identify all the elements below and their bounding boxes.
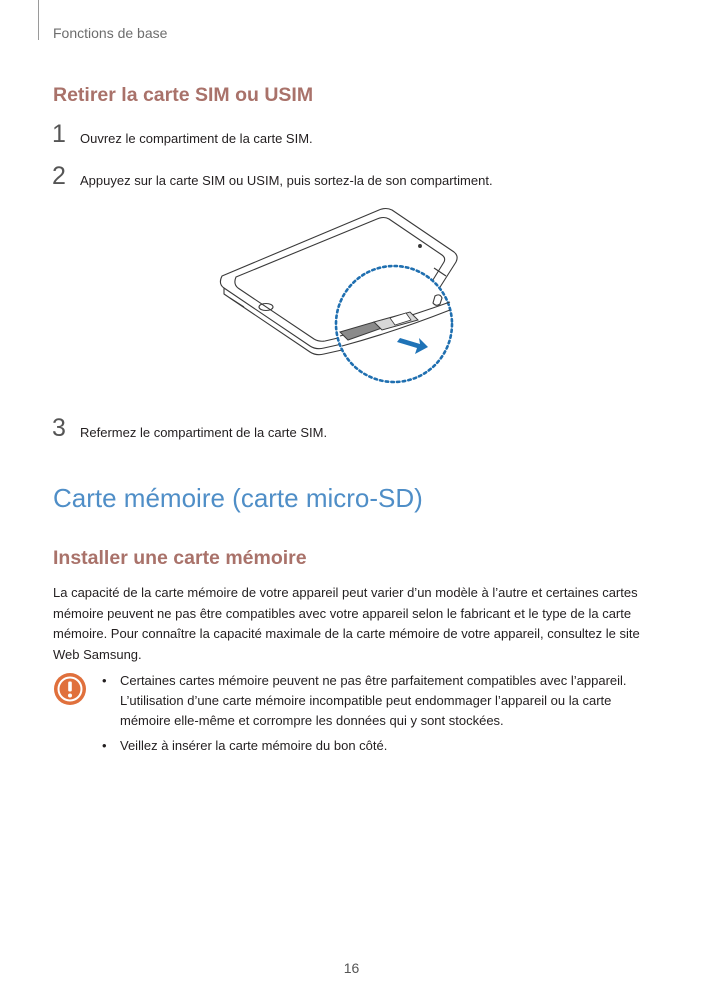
caution-item bbox=[102, 671, 650, 731]
step-number: 3 bbox=[52, 414, 66, 442]
sim-removal-illustration bbox=[214, 204, 466, 392]
step-text: Ouvrez le compartiment de la carte SIM. bbox=[80, 131, 313, 146]
bullet-glyph: • bbox=[102, 673, 107, 688]
step-text: Refermez le compartiment de la carte SIM. bbox=[80, 425, 328, 440]
running-header: Fonctions de base bbox=[53, 25, 168, 41]
caution-text: Veillez à insérer la carte mémoire du bon côté. bbox=[120, 738, 388, 753]
magnified-view bbox=[336, 266, 452, 382]
caution-list bbox=[102, 671, 650, 761]
step-number: 2 bbox=[52, 162, 66, 190]
step-1 bbox=[52, 122, 313, 147]
sim-removal-heading: Retirer la carte SIM ou USIM bbox=[53, 84, 314, 106]
step-2 bbox=[52, 164, 493, 189]
caution-item bbox=[102, 736, 650, 756]
memory-card-chapter-title: Carte mémoire (carte micro-SD) bbox=[53, 483, 423, 513]
step-number: 1 bbox=[52, 120, 66, 148]
install-memory-card-heading: Installer une carte mémoire bbox=[53, 547, 307, 569]
step-3 bbox=[52, 416, 327, 441]
bullet-glyph: • bbox=[102, 738, 107, 753]
caution-text: Certaines cartes mémoire peuvent ne pas être parfaitement compatibles avec l’appareil. L’utilisation d’une carte mémoire incompatible peut endommager l’appareil ou la carte mémoire elle-même et corrompre les données qui y sont stockées. bbox=[120, 673, 627, 728]
page-number: 16 bbox=[343, 960, 360, 976]
memory-card-intro-paragraph: La capacité de la carte mémoire de votre appareil peut varier d’un modèle à l’autre et certaines cartes mémoire peuvent ne pas être compatibles avec votre appareil selon le fabricant et le type de la carte mémoire. Pour connaître la capacité maximale de la carte mémoire de votre appareil, consultez le site Web Samsung. bbox=[53, 585, 640, 662]
header-rule bbox=[38, 0, 39, 40]
step-text: Appuyez sur la carte SIM ou USIM, puis sortez-la de son compartiment. bbox=[80, 173, 493, 188]
caution-icon bbox=[53, 672, 87, 706]
